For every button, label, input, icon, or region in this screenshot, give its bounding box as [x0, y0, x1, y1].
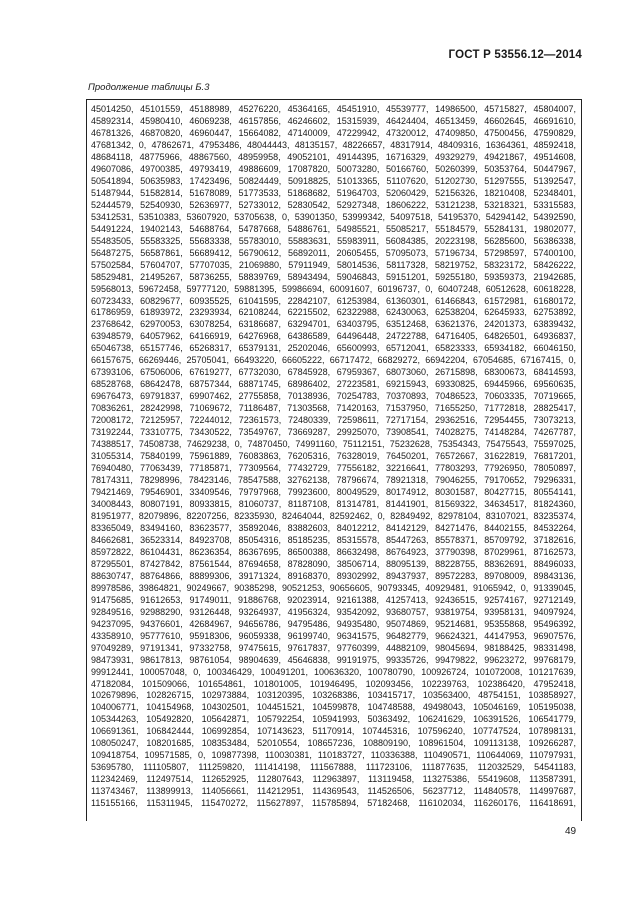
- table-row: 106691361, 106842444, 106992854, 107143623, 51170914, 107445316, 107596240, 107747524, 107898131,: [91, 726, 576, 737]
- table-continuation: [86, 99, 582, 821]
- table-row: 51487944, 51582814, 51678089, 51773533, 51868682, 51964703, 52060429, 52156326, 18210408, 52348401,: [91, 187, 576, 198]
- document-code: ГОСТ Р 53556.12—2014: [448, 49, 582, 61]
- table-row: 53695780, 111105807, 111259820, 111414198, 111567888, 111723106, 111877635, 112032529, 54541183,: [91, 762, 576, 773]
- table-row: 98473931, 98617813, 98761054, 98904639, 45646838, 99191975, 99335726, 99479822, 99623272, 99768179,: [91, 654, 576, 665]
- table-row: 73192244, 73310775, 73430522, 73549767, 73669287, 29925070, 73908541, 74028275, 74148284, 74267787,: [91, 427, 576, 438]
- table-row: 81951977, 82079896, 82207256, 82335930, 82464044, 82592462, 0, 82849492, 82978104, 83107021, 83235374,: [91, 510, 576, 521]
- table-row: 66157675, 66269446, 25705041, 66493220, 66605222, 66717472, 66829272, 66942204, 67054685, 67167415, 0,: [91, 355, 576, 366]
- table-caption: Продолжение таблицы Б.3: [88, 82, 210, 93]
- table-row: 72008172, 72125957, 72244012, 72361573, 72480339, 72598611, 72717154, 29362516, 72954455, 73073213,: [91, 415, 576, 426]
- table-row: 46781326, 46870820, 46960447, 15664082, 47140009, 47229942, 47320012, 47409850, 47500456, 47590829,: [91, 127, 576, 138]
- table-row: 53412531, 53510383, 53607920, 53705638, 0, 53901350, 53999342, 54097518, 54195370, 54294142, 54392590,: [91, 211, 576, 222]
- table-row: 56487275, 56587861, 56689412, 56790612, 56892011, 20605455, 57095073, 57196734, 57298597, 57400100,: [91, 247, 576, 258]
- table-row: 104006771, 104154968, 104302501, 104451521, 104599878, 104748588, 49498043, 105046169, 105195038,: [91, 702, 576, 713]
- table-row: 113743467, 113899913, 114056661, 114212951, 114369543, 114526506, 56237712, 114840578, 114997687,: [91, 786, 576, 797]
- table-row: 58529481, 21495267, 58736255, 58839769, 58943494, 59046843, 59151201, 59255180, 59359373, 21942685,: [91, 271, 576, 282]
- table-row: 47681342, 0, 47862671, 47953486, 48044443, 48135157, 48226657, 48317914, 48409316, 16364361, 48592418,: [91, 139, 576, 150]
- table-row: 83365049, 83494160, 83623577, 35892046, 83882603, 84012212, 84142129, 84271476, 84402155, 84532264,: [91, 522, 576, 533]
- table-row: 92849516, 92988290, 93126448, 93264937, 41956324, 93542092, 93680757, 93819754, 93958131, 94097924,: [91, 606, 576, 617]
- table-row: 108050247, 108201685, 108353484, 52010554, 108657236, 108809190, 108961504, 109113138, 109266287,: [91, 738, 576, 749]
- table-row: 99912441, 100057048, 0, 100346429, 100491201, 100636320, 100780790, 100926724, 101072008, 101217639,: [91, 666, 576, 677]
- table-row: 43358910, 95777610, 95918306, 96059338, 96199740, 96341575, 96482779, 96624321, 44147953, 96907576,: [91, 630, 576, 641]
- table-row: 85972822, 86104431, 86236354, 86367695, 86500388, 86632498, 86764923, 37790398, 87029961, 87162573,: [91, 546, 576, 557]
- table-row: 45014250, 45101559, 45188989, 45276220, 45364165, 45451910, 45539777, 14986500, 45715827, 45804007,: [91, 104, 576, 114]
- table-row: 45892314, 45980410, 46069238, 46157856, 46246602, 15315939, 46424404, 46513459, 46602645, 46691610,: [91, 115, 576, 126]
- table-body: [91, 104, 576, 810]
- table-row: 74388517, 74508738, 74629238, 0, 74870450, 74991160, 75112151, 75232628, 75354343, 75475543, 75597025,: [91, 439, 576, 450]
- table-row: 97049289, 97191341, 97332758, 97475615, 97617837, 97760399, 44882109, 98045694, 98188425, 98331498,: [91, 642, 576, 653]
- table-row: 34008443, 80807191, 80933815, 81060737, 81187108, 81314781, 81441901, 81569322, 34634517, 81824360,: [91, 498, 576, 509]
- table-row: 102679896, 102826715, 102973884, 103120395, 103268386, 103415717, 103563400, 48754151, 103858927,: [91, 690, 576, 701]
- table-row: 68528768, 68642478, 68757344, 68871745, 68986402, 27223581, 69215943, 69330825, 69445966, 69560635,: [91, 379, 576, 390]
- table-row: 55483505, 55583325, 55683338, 55783010, 55883631, 55983911, 56084385, 20223198, 56285600, 56386338,: [91, 235, 576, 246]
- table-row: 69676473, 69791837, 69907462, 27755858, 70138936, 70254783, 70370893, 70486523, 70603335, 70719665,: [91, 391, 576, 402]
- table-row: 91475685, 91612653, 91749011, 91886768, 92023914, 92161388, 41257413, 92436515, 92574167, 92712149,: [91, 594, 576, 605]
- table-row: 49607086, 49700385, 49793419, 49886609, 17087820, 50073280, 50166760, 50260399, 50353764, 50447967,: [91, 163, 576, 174]
- table-row: 105344263, 105492820, 105642871, 105792254, 105941993, 50363492, 106241629, 106391526, 106541779,: [91, 714, 576, 725]
- table-row: 94237095, 94376601, 42684967, 94656786, 94795486, 94935480, 95074869, 95214681, 95355868, 95496392,: [91, 618, 576, 629]
- table-row: 87295501, 87427842, 87561544, 87694658, 87828090, 38506714, 88095139, 88228755, 88362691, 88496033,: [91, 558, 576, 569]
- page-number: 49: [565, 826, 577, 837]
- table-row: 78174311, 78298996, 78423146, 78547588, 32762138, 78796674, 78921318, 79046255, 79170652, 79296331,: [91, 475, 576, 486]
- table-row: 76940480, 77063439, 77185871, 77309564, 77432729, 77556182, 32216641, 77803293, 77926950, 78050897,: [91, 463, 576, 474]
- table-row: 115155166, 115311945, 115470272, 115627897, 115785894, 57182468, 116102034, 116260176, 116418691,: [91, 798, 576, 809]
- table-row: 52444579, 52540930, 52636977, 52733012, 52830542, 52927348, 18606222, 53121238, 53218321, 53315583,: [91, 199, 576, 210]
- table-row: 47182084, 101509066, 101654861, 101801005, 101946495, 102093456, 102239763, 102386420, 47952418,: [91, 678, 576, 689]
- table-row: 54491224, 19402143, 54688764, 54787668, 54886761, 54985521, 55085217, 55184579, 55284131, 19802077,: [91, 223, 576, 234]
- table-row: 84662681, 36523314, 84923708, 85054316, 85185235, 85315578, 85447263, 85578371, 85709792, 37182616,: [91, 534, 576, 545]
- table-row: 89978586, 39864821, 90249667, 90385298, 90521253, 90656605, 90793345, 40929481, 91065942, 0, 91339045,: [91, 582, 576, 593]
- table-row: 31055314, 75840199, 75961889, 76083863, 76205316, 76328019, 76450201, 76572667, 31622819, 76817201,: [91, 451, 576, 462]
- table-row: 59568013, 59672458, 59777120, 59881395, 59986694, 60091607, 60196737, 0, 60407248, 60512628, 60618228,: [91, 283, 576, 294]
- table-row: 109418754, 109571585, 0, 109877398, 110030381, 110183727, 110336388, 110490571, 110644069, 110797931,: [91, 750, 576, 761]
- table-row: 112342469, 112497514, 112652925, 112807643, 112963897, 113119458, 113275386, 55419608, 113587391,: [91, 774, 576, 785]
- table-row: 63948579, 64057962, 64166919, 64276968, 64386589, 64496448, 24722788, 64716405, 64826501, 64936837,: [91, 331, 576, 342]
- table-row: 50541894, 50635983, 17423496, 50824449, 50918825, 51013365, 51107620, 51202730, 51297555, 51392547,: [91, 175, 576, 186]
- table-row: 88630747, 88764866, 88899306, 39171324, 89168370, 89302992, 89437937, 89572283, 89708009, 89843136,: [91, 570, 576, 581]
- table-row: 70836261, 28242998, 71069672, 71186487, 71303568, 71420163, 71537950, 71655250, 71772818, 28825417,: [91, 403, 576, 414]
- table-row: 65046738, 65157746, 65268317, 65379131, 25202046, 65600993, 65712041, 65823333, 65934182, 66046150,: [91, 343, 576, 354]
- table-row: 57502584, 57604707, 57707035, 21069880, 57911949, 58014536, 58117328, 58219752, 58323172, 58426222,: [91, 259, 576, 270]
- table-row: 79421469, 79546901, 33409546, 79797968, 79923600, 80049529, 80174912, 80301587, 80427715, 80554141,: [91, 487, 576, 497]
- table-row: 61786959, 61893972, 23293934, 62108244, 62215502, 62322988, 62430063, 62538204, 62645933, 62753892,: [91, 307, 576, 318]
- table-row: 60723433, 60829677, 60935525, 61041595, 22842107, 61253984, 61360301, 61466843, 61572981, 61680172,: [91, 295, 576, 306]
- table-row: 23768642, 62970053, 63078254, 63186687, 63294701, 63403795, 63512468, 63621376, 24201373, 63839432,: [91, 319, 576, 330]
- table-row: 67393106, 67506006, 67619277, 67732030, 67845928, 67959367, 68073060, 26715898, 68300673, 68414593,: [91, 367, 576, 378]
- table-row: 48684118, 48775966, 48867560, 48959958, 49052101, 49144395, 16716329, 49329279, 49421867, 49514608,: [91, 151, 576, 162]
